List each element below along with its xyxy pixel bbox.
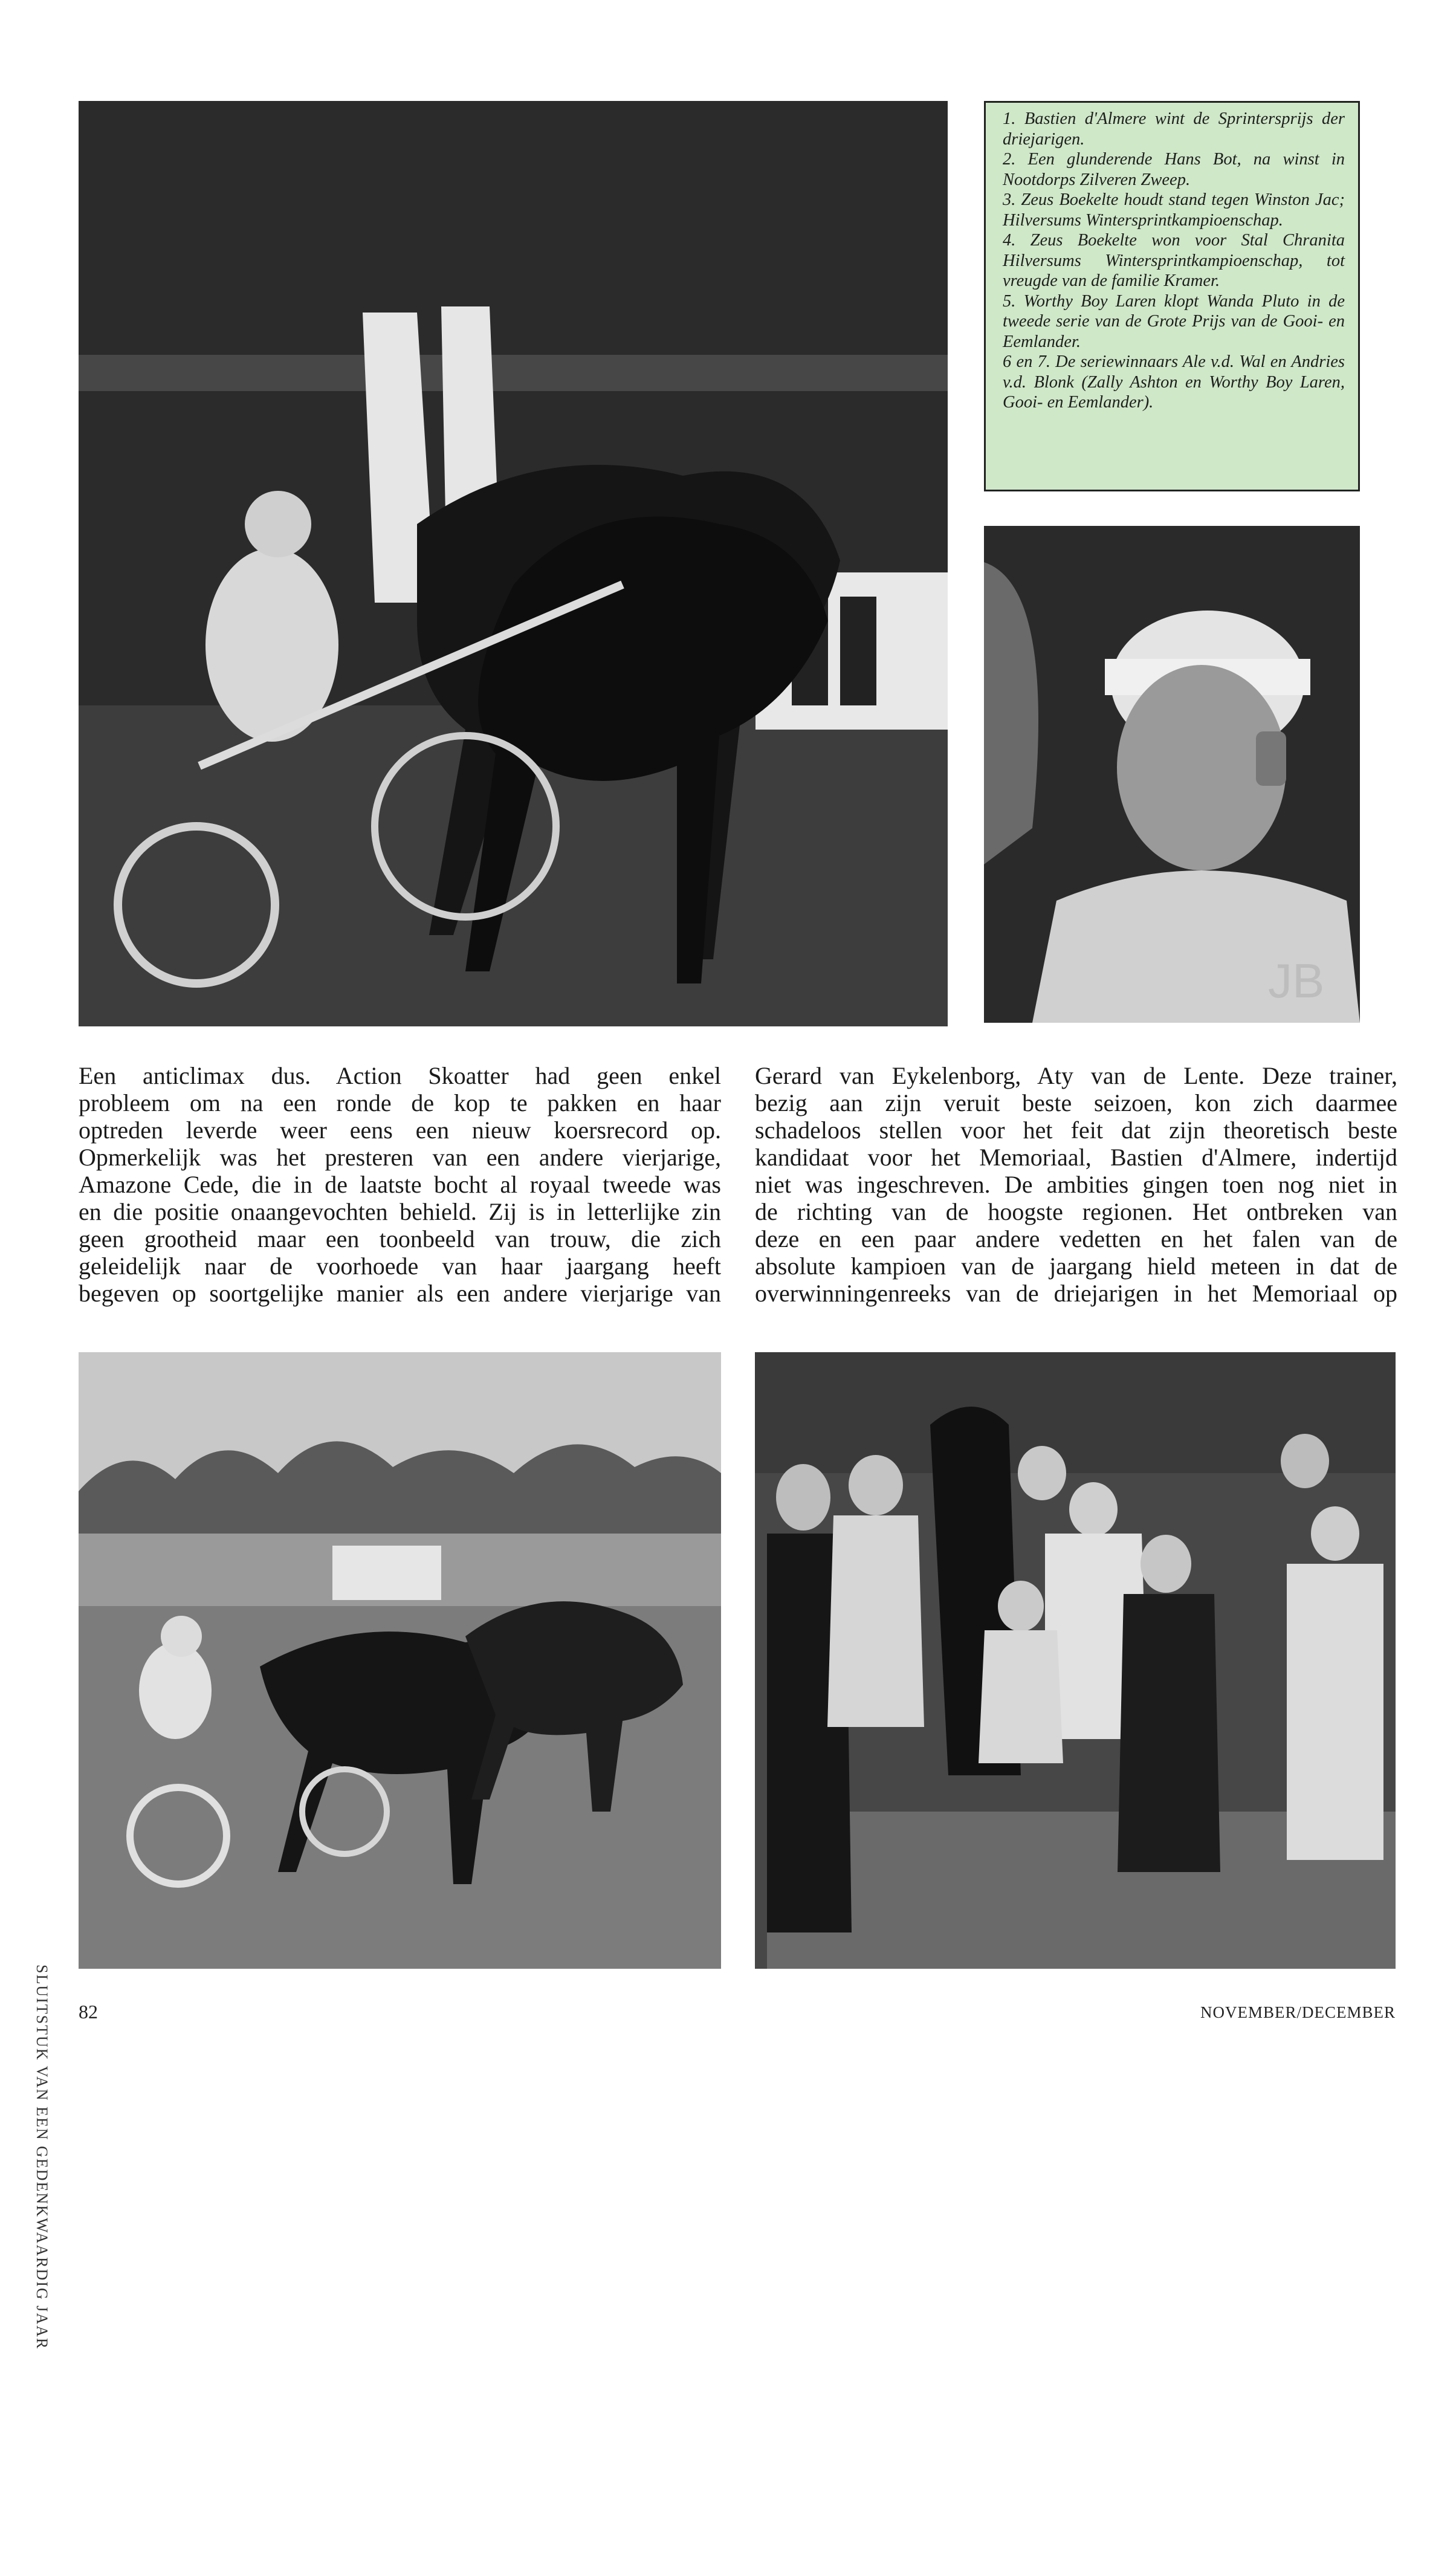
article-line: probleem om na een ronde de kop te pakken en haar — [79, 1089, 721, 1116]
photo-1-illustration — [79, 101, 948, 1026]
article-line: geen grootheid maar een toonbeeld van trouw, die zich — [79, 1225, 721, 1252]
photo-driver-portrait — [984, 526, 1360, 1023]
caption-2: 2. Een glunderende Hans Bot, na winst in Nootdorps Zilveren Zweep. — [1003, 150, 1345, 189]
photo-winners-group — [755, 1352, 1396, 1969]
photo-2-jersey-letters: JB — [1268, 954, 1325, 1008]
caption-1: 1. Bastien d'Almere wint de Sprintersprijs der driejarigen. — [1003, 109, 1345, 149]
article-line: Gerard van Eykelenborg, Aty van de Lente. Deze trainer, — [755, 1062, 1397, 1089]
running-head-vertical: SLUITSTUK VAN EEN GEDENKWAARDIG JAAR — [33, 1965, 51, 2350]
photo-sulky-race-day — [79, 1352, 721, 1969]
article-line: bezig aan zijn veruit beste seizoen, kon zich daarmee — [755, 1089, 1397, 1116]
article-line: geleidelijk naar de voorhoede van haar jaargang heeft — [79, 1252, 721, 1280]
article-column-left — [79, 1062, 721, 1307]
caption-4: 4. Zeus Boekelte won voor Stal Chranita Hilversums Wintersprintkampioenschap, tot vreugde van de familie Kramer. — [1003, 231, 1345, 290]
article-line: Opmerkelijk was het presteren van een andere vierjarige, — [79, 1144, 721, 1171]
article-line: kandidaat voor het Memoriaal, Bastien d'Almere, indertijd — [755, 1144, 1397, 1171]
article-line: absolute kampioen van de jaargang hield meteen in dat de — [755, 1252, 1397, 1280]
article-line: overwinningenreeks van de driejarigen in het Memoriaal op — [755, 1280, 1397, 1307]
photo-4-illustration — [755, 1352, 1396, 1969]
photo-3-illustration — [79, 1352, 721, 1969]
article-line: Amazone Cede, die in de laatste bocht al royaal tweede was — [79, 1171, 721, 1198]
photo-2-illustration — [984, 526, 1360, 1023]
caption-6-7: 6 en 7. De seriewinnaars Ale v.d. Wal en Andries v.d. Blonk (Zally Ashton en Worthy Boy Laren, Gooi- en Eemlander). — [1003, 352, 1345, 412]
article-line: en die positie onaangevochten behield. Zij is in letterlijke zin — [79, 1198, 721, 1225]
article-line: deze en een paar andere vedetten en het falen van de — [755, 1225, 1397, 1252]
caption-5: 5. Worthy Boy Laren klopt Wanda Pluto in de tweede serie van de Grote Prijs van de Gooi- en Eemlander. — [1003, 291, 1345, 351]
article-line: de richting van de hoogste regionen. Het ontbreken van — [755, 1198, 1397, 1225]
caption-3: 3. Zeus Boekelte houdt stand tegen Winston Jac; Hilversums Wintersprintkampioenschap. — [1003, 190, 1345, 230]
photo-sulky-race-night — [79, 101, 948, 1026]
footer-section-name: NOVEMBER/DECEMBER — [1200, 2003, 1396, 2021]
article-column-right — [755, 1062, 1397, 1307]
article-line: Een anticlimax dus. Action Skoatter had geen enkel — [79, 1062, 721, 1089]
page-number: 82 — [79, 2001, 98, 2023]
article-line: niet was ingeschreven. De ambities gingen toen nog niet in — [755, 1171, 1397, 1198]
article-line: schadeloos stellen voor het feit dat zijn theoretisch beste — [755, 1116, 1397, 1144]
article-line: begeven op soortgelijke manier als een andere vierjarige van — [79, 1280, 721, 1307]
photo-captions-box — [984, 101, 1360, 491]
article-line: optreden leverde weer eens een nieuw koersrecord op. — [79, 1116, 721, 1144]
